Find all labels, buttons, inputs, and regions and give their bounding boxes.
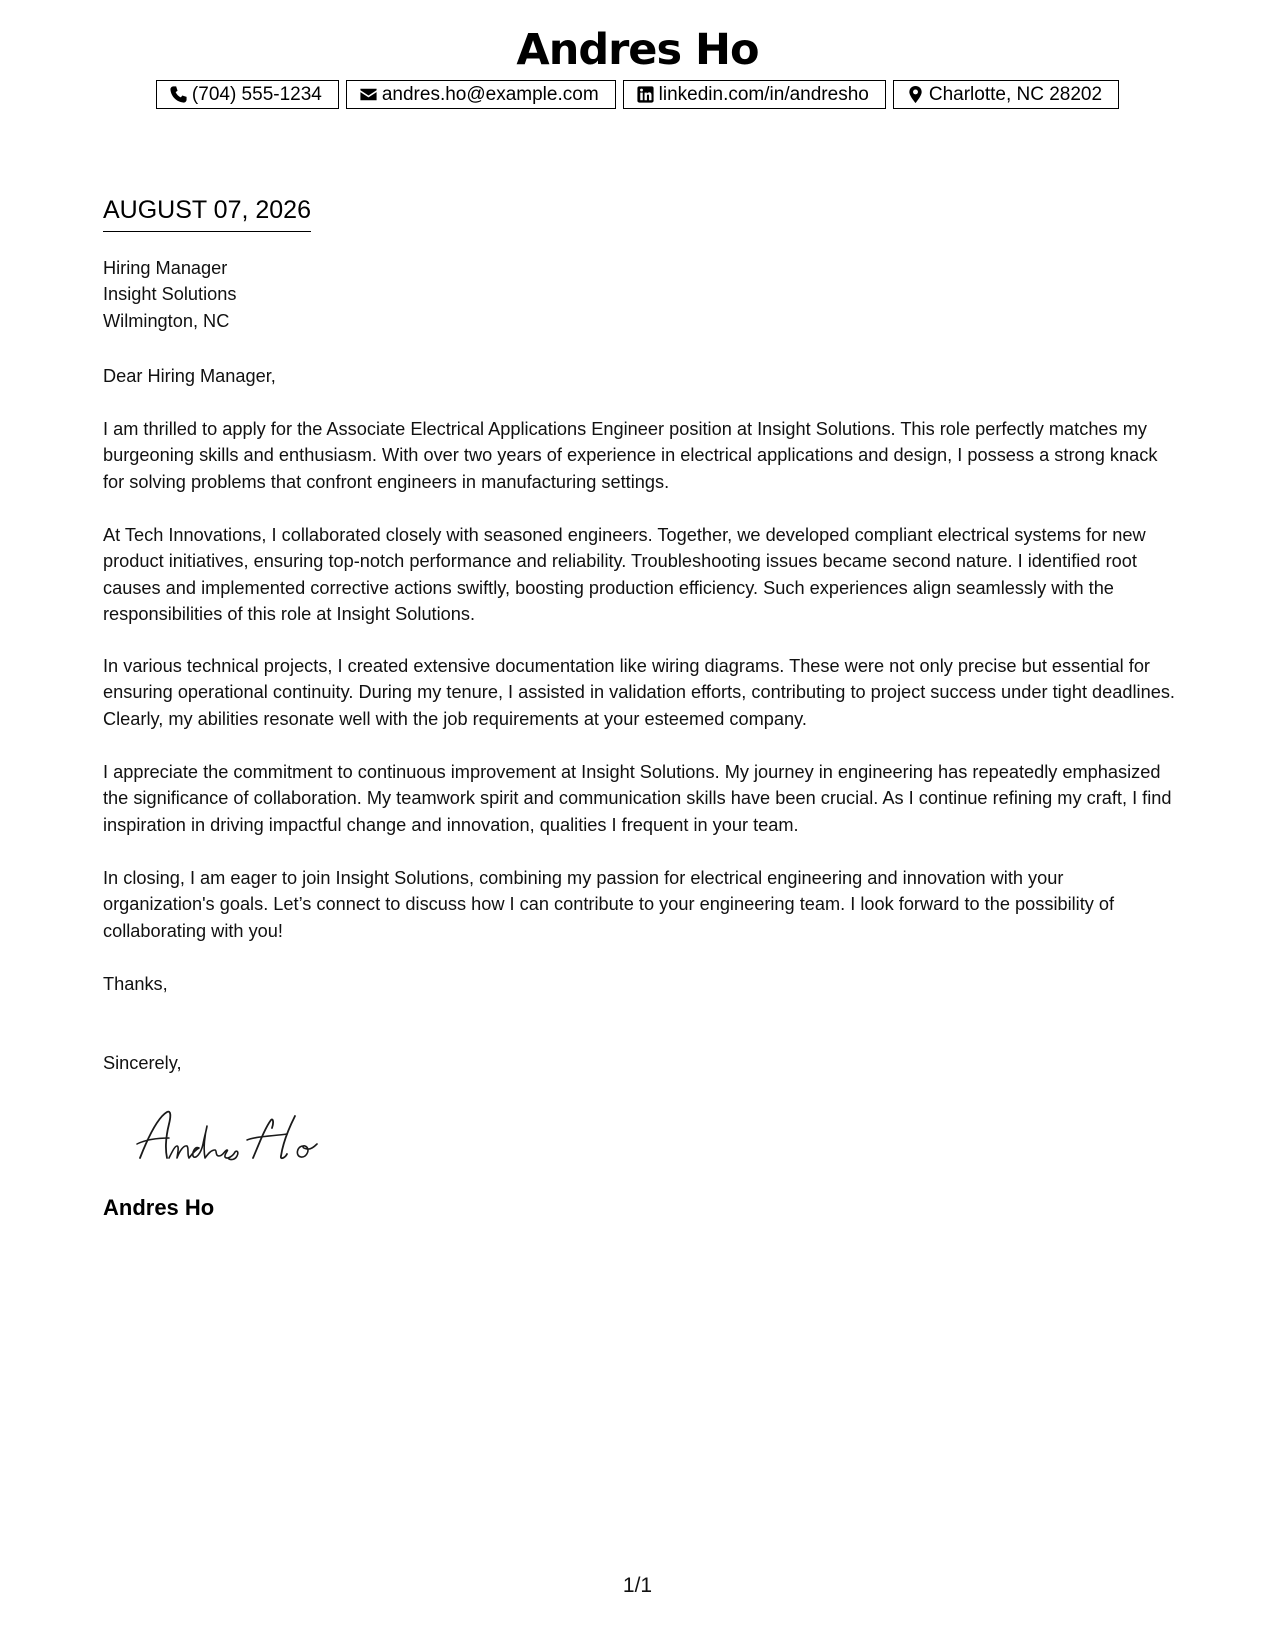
recipient-block xyxy=(103,255,1178,334)
closing-sincerely: Sincerely, xyxy=(103,1053,182,1073)
linkedin-icon xyxy=(636,85,655,104)
salutation: Dear Hiring Manager, xyxy=(103,366,276,386)
body-paragraph-2: At Tech Innovations, I collaborated closely with seasoned engineers. Together, we developed compliant electrical systems for new product initiatives, ensuring top-notch performance and reliability. Troubleshooting issues became second nature. I identified root causes and implemented corrective actions swiftly, boosting production efficiency. Such experiences align seamlessly with the responsibilities of this role at Insight Solutions. xyxy=(103,525,1146,625)
body-paragraph-3: In various technical projects, I created extensive documentation like wiring diagrams. These were not only precise but essential for ensuring operational continuity. During my tenure, I assisted in validation efforts, contributing to project success under tight deadlines. Clearly, my abilities resonate well with the job requirements at your esteemed company. xyxy=(103,656,1175,729)
contact-linkedin xyxy=(623,80,886,109)
contact-email-text: andres.ho@example.com xyxy=(381,83,599,105)
recipient-company: Insight Solutions xyxy=(103,284,237,305)
applicant-name-heading: Andres Ho xyxy=(516,25,759,75)
letter-date: AUGUST 07, 2026 xyxy=(103,195,311,232)
contact-phone xyxy=(156,80,339,109)
body-paragraph-1: I am thrilled to apply for the Associate Electrical Applications Engineer position at Insight Solutions. This role perfectly matches my burgeoning skills and enthusiasm. With over two years of experience in electrical applications and design, I possess a strong knack for solving problems that confront engineers in manufacturing settings. xyxy=(103,419,1158,492)
body-paragraph-5: In closing, I am eager to join Insight Solutions, combining my passion for electrical engineering and innovation with your organization's goals. Let’s connect to discuss how I can contribute to your engineering team. I look forward to the possibility of collaborating with you! xyxy=(103,868,1115,941)
signer-name: Andres Ho xyxy=(103,1195,215,1220)
envelope-icon xyxy=(359,85,378,104)
body-paragraph-4: I appreciate the commitment to continuous improvement at Insight Solutions. My journey in engineering has repeatedly emphasized the significance of collaboration. My teamwork spirit and communication skills have been crucial. As I continue refining my craft, I find inspiration in driving impactful change and innovation, qualities I frequent in your team. xyxy=(103,762,1172,835)
contact-phone-text: (704) 555-1234 xyxy=(191,83,322,105)
contact-location xyxy=(893,80,1119,109)
contact-info-row xyxy=(0,80,1275,109)
closing-thanks: Thanks, xyxy=(103,974,168,994)
page-indicator: 1/1 xyxy=(622,1574,653,1597)
recipient-title: Hiring Manager xyxy=(103,258,228,278)
contact-linkedin-text: linkedin.com/in/andresho xyxy=(658,83,869,105)
contact-location-text: Charlotte, NC 28202 xyxy=(928,83,1103,105)
contact-email xyxy=(346,80,616,109)
phone-icon xyxy=(169,85,188,104)
handwritten-signature xyxy=(135,1100,335,1170)
recipient-location: Wilmington, NC xyxy=(103,310,230,331)
map-pin-icon xyxy=(906,85,925,104)
